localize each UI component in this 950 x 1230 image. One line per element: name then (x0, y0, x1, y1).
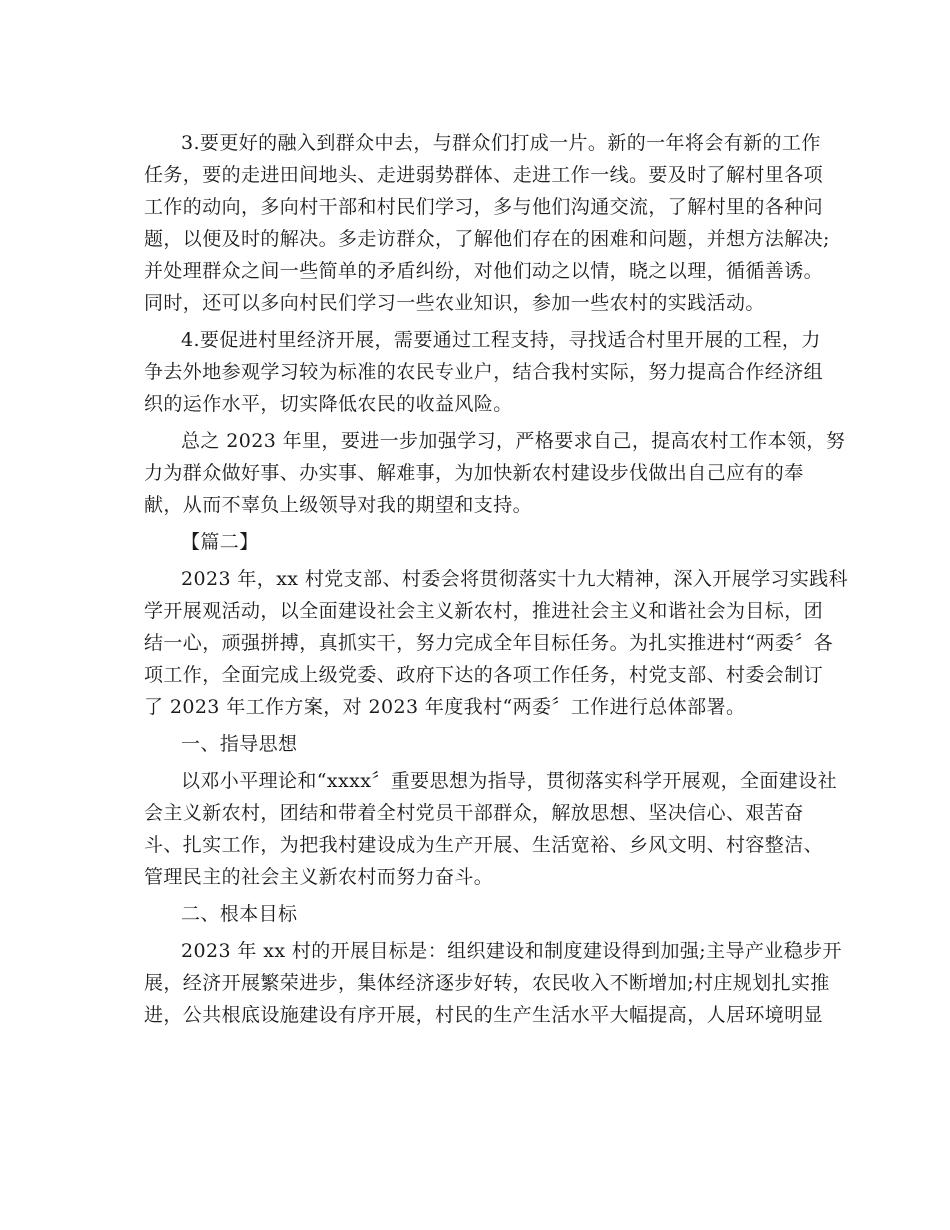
section-heading-guiding-ideology (144, 728, 809, 760)
text-line: 工作的动向，多向村干部和村民们学习，多与他们沟通交流，了解村里的各种问 (144, 196, 824, 218)
text-line: 斗、扎实工作，为把我村建设成为生产开展、生活宽裕、乡风文明、村容整洁、 (144, 834, 824, 856)
text-line: 项工作，全面完成上级党委、政府下达的各项工作任务，村党支部、村委会制订 (144, 664, 824, 686)
text-line: 力为群众做好事、办实事、解难事，为加快新农村建设步伐做出自己应有的奉 (144, 462, 804, 484)
text-line: 任务，要的走进田间地头、走进弱势群体、走进工作一线。要及时了解村里各项 (144, 164, 824, 186)
text-line: 4.要促进村里经济开展，需要通过工程支持，寻找适合村里开展的工程，力 (181, 329, 821, 351)
paragraph-item-3 (144, 127, 830, 319)
text-line: 2023 年 xx 村的开展目标是：组织建设和制度建设得到加强;主导产业稳步开 (181, 940, 842, 962)
text-line: 一、指导思想 (181, 733, 298, 755)
text-line: 会主义新农村，团结和带着全村党员干部群众，解放思想、坚决信心、艰苦奋 (144, 802, 804, 824)
paragraph-summary (144, 425, 846, 521)
paragraph-guiding-ideology (144, 765, 837, 893)
text-line: 题，以便及时的解决。多走访群众，了解他们存在的困难和问题，并想方法解决; (144, 228, 830, 250)
paragraph-intro (144, 563, 849, 723)
text-line: 争去外地参观学习较为标准的农民专业户，结合我村实际，努力提高合作经济组 (144, 361, 824, 383)
text-line: 管理民主的社会主义新农村而努力奋斗。 (144, 866, 494, 888)
paragraph-basic-goals (144, 935, 842, 1031)
text-line: 【篇二】 (181, 531, 259, 553)
text-line: 同时，还可以多向村民们学习一些农业知识，参加一些农村的实践活动。 (144, 292, 765, 314)
text-line: 献，从而不辜负上级领导对我的期望和支持。 (144, 494, 533, 516)
text-line: 结一心，顽强拼搏，真抓实干，努力完成全年目标任务。为扎实推进村“两委〞各 (144, 632, 834, 654)
text-line: 并处理群众之间一些简单的矛盾纠纷，对他们动之以情，晓之以理，循循善诱。 (144, 260, 824, 282)
text-line: 织的运作水平，切实降低农民的收益风险。 (144, 393, 513, 415)
text-line: 了 2023 年工作方案，对 2023 年度我村“两委〞工作进行总体部署。 (144, 696, 746, 718)
text-line: 展，经济开展繁荣进步，集体经济逐步好转，农民收入不断增加;村庄规划扎实推 (144, 972, 830, 994)
text-line: 2023 年，xx 村党支部、村委会将贯彻落实十九大精神，深入开展学习实践科 (181, 568, 849, 590)
section-heading-basic-goals (144, 898, 809, 930)
paragraph-item-4 (144, 324, 824, 420)
text-line: 进，公共根底设施建设有序开展，村民的生产生活水平大幅提高，人居环境明显 (144, 1004, 824, 1026)
section-heading-part-two (144, 526, 809, 558)
document-body (144, 127, 849, 1036)
text-line: 二、根本目标 (181, 903, 298, 925)
text-line: 学开展观活动，以全面建设社会主义新农村，推进社会主义和谐社会为目标，团 (144, 600, 824, 622)
text-line: 以邓小平理论和“xxxx〞重要思想为指导，贯彻落实科学开展观，全面建设社 (181, 770, 837, 792)
text-line: 总之 2023 年里，要进一步加强学习，严格要求自己，提高农村工作本领，努 (181, 430, 846, 452)
text-line: 3.要更好的融入到群众中去，与群众们打成一片。新的一年将会有新的工作 (181, 132, 821, 154)
